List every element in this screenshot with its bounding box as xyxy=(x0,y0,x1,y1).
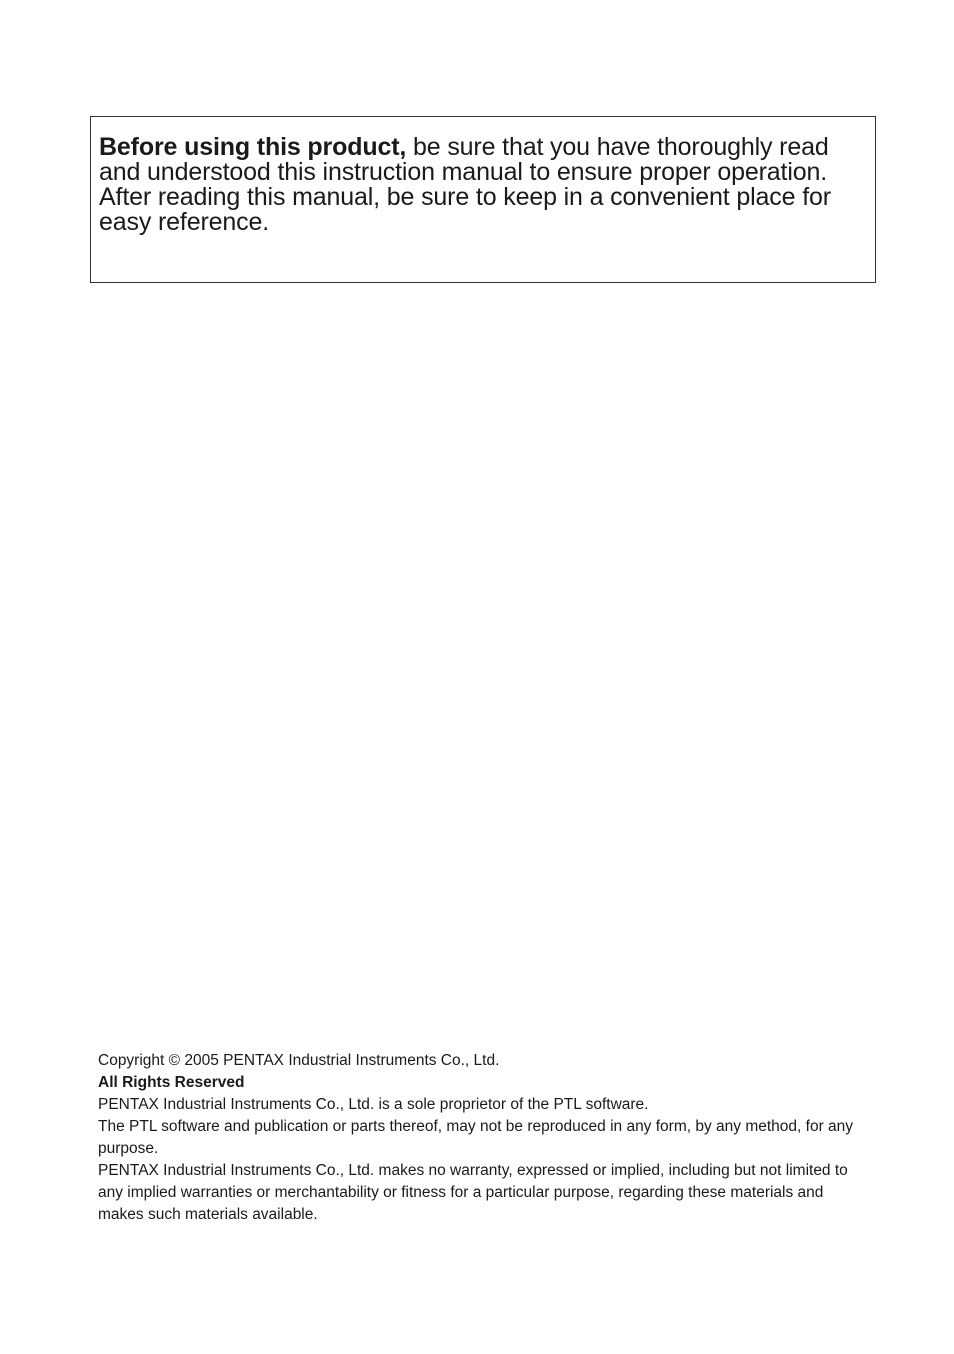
legal-line-proprietor: PENTAX Industrial Instruments Co., Ltd. is a sole proprietor of the PTL software. xyxy=(98,1096,649,1113)
notice-box xyxy=(90,116,876,283)
notice-text-1: be sure that you have thoroughly read and understood this instruction manual to ensure proper operation. xyxy=(99,133,829,186)
legal-line-reproduction: The PTL software and publication or parts thereof, may not be reproduced in any form, by any method, for any purpose. xyxy=(98,1118,854,1157)
notice-paragraph-2: After reading this manual, be sure to keep in a convenient place for easy reference. xyxy=(99,183,831,236)
legal-line-warranty: PENTAX Industrial Instruments Co., Ltd. makes no warranty, expressed or implied, including but not limited to any implied warranties or merchantability or fitness for a particular purpose, regarding these materials and makes such materials available. xyxy=(98,1162,848,1223)
all-rights-reserved: All Rights Reserved xyxy=(98,1074,245,1091)
notice-paragraph-1 xyxy=(99,135,867,185)
copyright-line: Copyright © 2005 PENTAX Industrial Instruments Co., Ltd. xyxy=(98,1052,500,1069)
copyright-section xyxy=(98,1050,868,1226)
notice-lead: Before using this product, xyxy=(99,133,407,161)
